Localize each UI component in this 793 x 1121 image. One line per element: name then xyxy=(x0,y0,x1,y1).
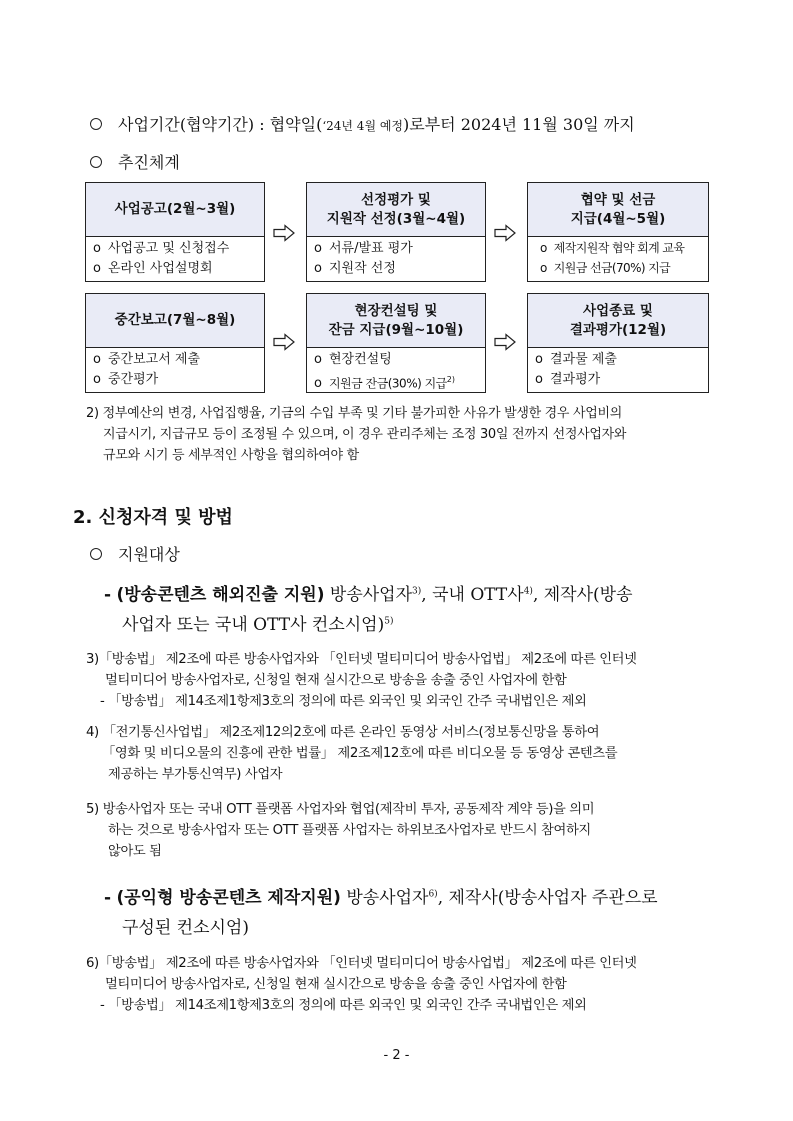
flow-box-items: o 제작지원작 협약 회계 교육 o 지원금 선금(70%) 지급 xyxy=(540,241,685,275)
flow-box-title: 중간보고(7월~8월) xyxy=(86,294,264,348)
circle-bullet-icon xyxy=(90,156,102,168)
support-target-label: 지원대상 xyxy=(90,542,180,565)
flow-box-title: 선정평가 및 지원작 선정(3월~4월) xyxy=(307,183,485,237)
circle-bullet-icon xyxy=(90,548,102,560)
flow-box-consulting xyxy=(306,293,486,393)
flow-box-items: o 서류/발표 평가 o 지원작 선정 xyxy=(314,241,413,276)
flow-box-title: 현장컨설팅 및 잔금 지급(9월~10월) xyxy=(307,294,485,348)
flow-box-title: 협약 및 선금 지급(4월~5월) xyxy=(528,183,708,237)
arrow-right-icon xyxy=(494,333,516,351)
support-item-overseas: - (방송콘텐츠 해외진출 지원) 방송사업자$^{3)}$, 국내 OTT사$^{4)}$, 제작사(방송 xyxy=(104,585,633,605)
section-heading: 2. 신청자격 및 방법 xyxy=(73,507,233,528)
arrow-right-icon xyxy=(273,224,295,242)
support-item-public: - (공익형 방송콘텐츠 제작지원) 방송사업자$^{6)}$, 제작사(방송사업자 주관으로 xyxy=(104,888,658,908)
footnote-5: 5) 방송사업자 또는 국내 OTT 플랫폼 사업자와 협업(제작비 투자, 공동제작 계약 등)을 의미 하는 것으로 방송사업자 또는 OTT 플랫폼 사업자는 하위보조사업자로 반드시 참여하지 않아도 됨 xyxy=(86,802,595,859)
flow-box-announcement xyxy=(85,182,265,282)
arrow-right-icon xyxy=(494,224,516,242)
support-item-public-line2: 구성된 컨소시엄) xyxy=(122,918,249,938)
circle-bullet-icon xyxy=(90,118,102,130)
support-item-overseas-line2: 사업자 또는 국내 OTT사 컨소시엄)$^{5)}$ xyxy=(122,615,394,635)
arrow-right-icon xyxy=(273,333,295,351)
footnote-4: 4) 「전기통신사업법」 제2조제12의2호에 따른 온라인 동영상 서비스(정보통신망을 통하여 「영화 및 비디오물의 진흥에 관한 법률」 제2조제12호에 따른 비디오물 등 동영상 콘텐츠를 제공하는 부가통신역무) 사업자 xyxy=(86,725,618,782)
flow-box-agreement xyxy=(527,182,709,282)
page-number: - 2 - xyxy=(383,1048,410,1063)
flow-box-items: o 사업공고 및 신청접수 o 온라인 사업설명회 xyxy=(93,241,230,276)
flow-box-items: o 결과물 제출 o 결과평가 xyxy=(535,352,617,387)
promotion-system-label: 추진체계 xyxy=(90,150,180,173)
flow-box-title: 사업종료 및 결과평가(12월) xyxy=(528,294,708,348)
flow-box-completion xyxy=(527,293,709,393)
footnote-3: 3)「방송법」 제2조에 따른 방송사업자와 「인터넷 멀티미디어 방송사업법」 제2조에 따른 인터넷 멀티미디어 방송사업자로, 신청일 현재 실시간으로 방송을 송출 중인 사업자에 한함 - 「방송법」 제14조제1항제3호의 정의에 따른 외국인 및 외국인 간주 국내법인은 제외 xyxy=(86,652,637,709)
footnote-2: 2) 정부예산의 변경, 사업집행율, 기금의 수입 부족 및 기타 불가피한 사유가 발생한 경우 사업비의 지급시기, 지급규모 등이 조정될 수 있으며, 이 경우 관리주체는 조정 30일 전까지 선정사업자와 규모와 시기 등 세부적인 사항을 협의하여야 함 xyxy=(86,406,627,463)
flow-box-title: 사업공고(2월~3월) xyxy=(86,183,264,237)
flow-box-interim-report xyxy=(85,293,265,393)
footnote-6: 6)「방송법」 제2조에 따른 방송사업자와 「인터넷 멀티미디어 방송사업법」 제2조에 따른 인터넷 멀티미디어 방송사업자로, 신청일 현재 실시간으로 방송을 송출 중인 사업자에 한함 - 「방송법」 제14조제1항제3호의 정의에 따른 외국인 및 외국인 간주 국내법인은 제외 xyxy=(86,956,637,1013)
flow-box-items: o 현장컨설팅 o 지원금 잔금(30%) 지급$^{2)}$ xyxy=(314,352,455,391)
business-period-line: 사업기간(협약기간) : 협약일(‘24년 4월 예정)로부터 2024년 11월 30일 까지 xyxy=(90,112,635,135)
flow-box-selection xyxy=(306,182,486,282)
flow-box-items: o 중간보고서 제출 o 중간평가 xyxy=(93,352,201,387)
